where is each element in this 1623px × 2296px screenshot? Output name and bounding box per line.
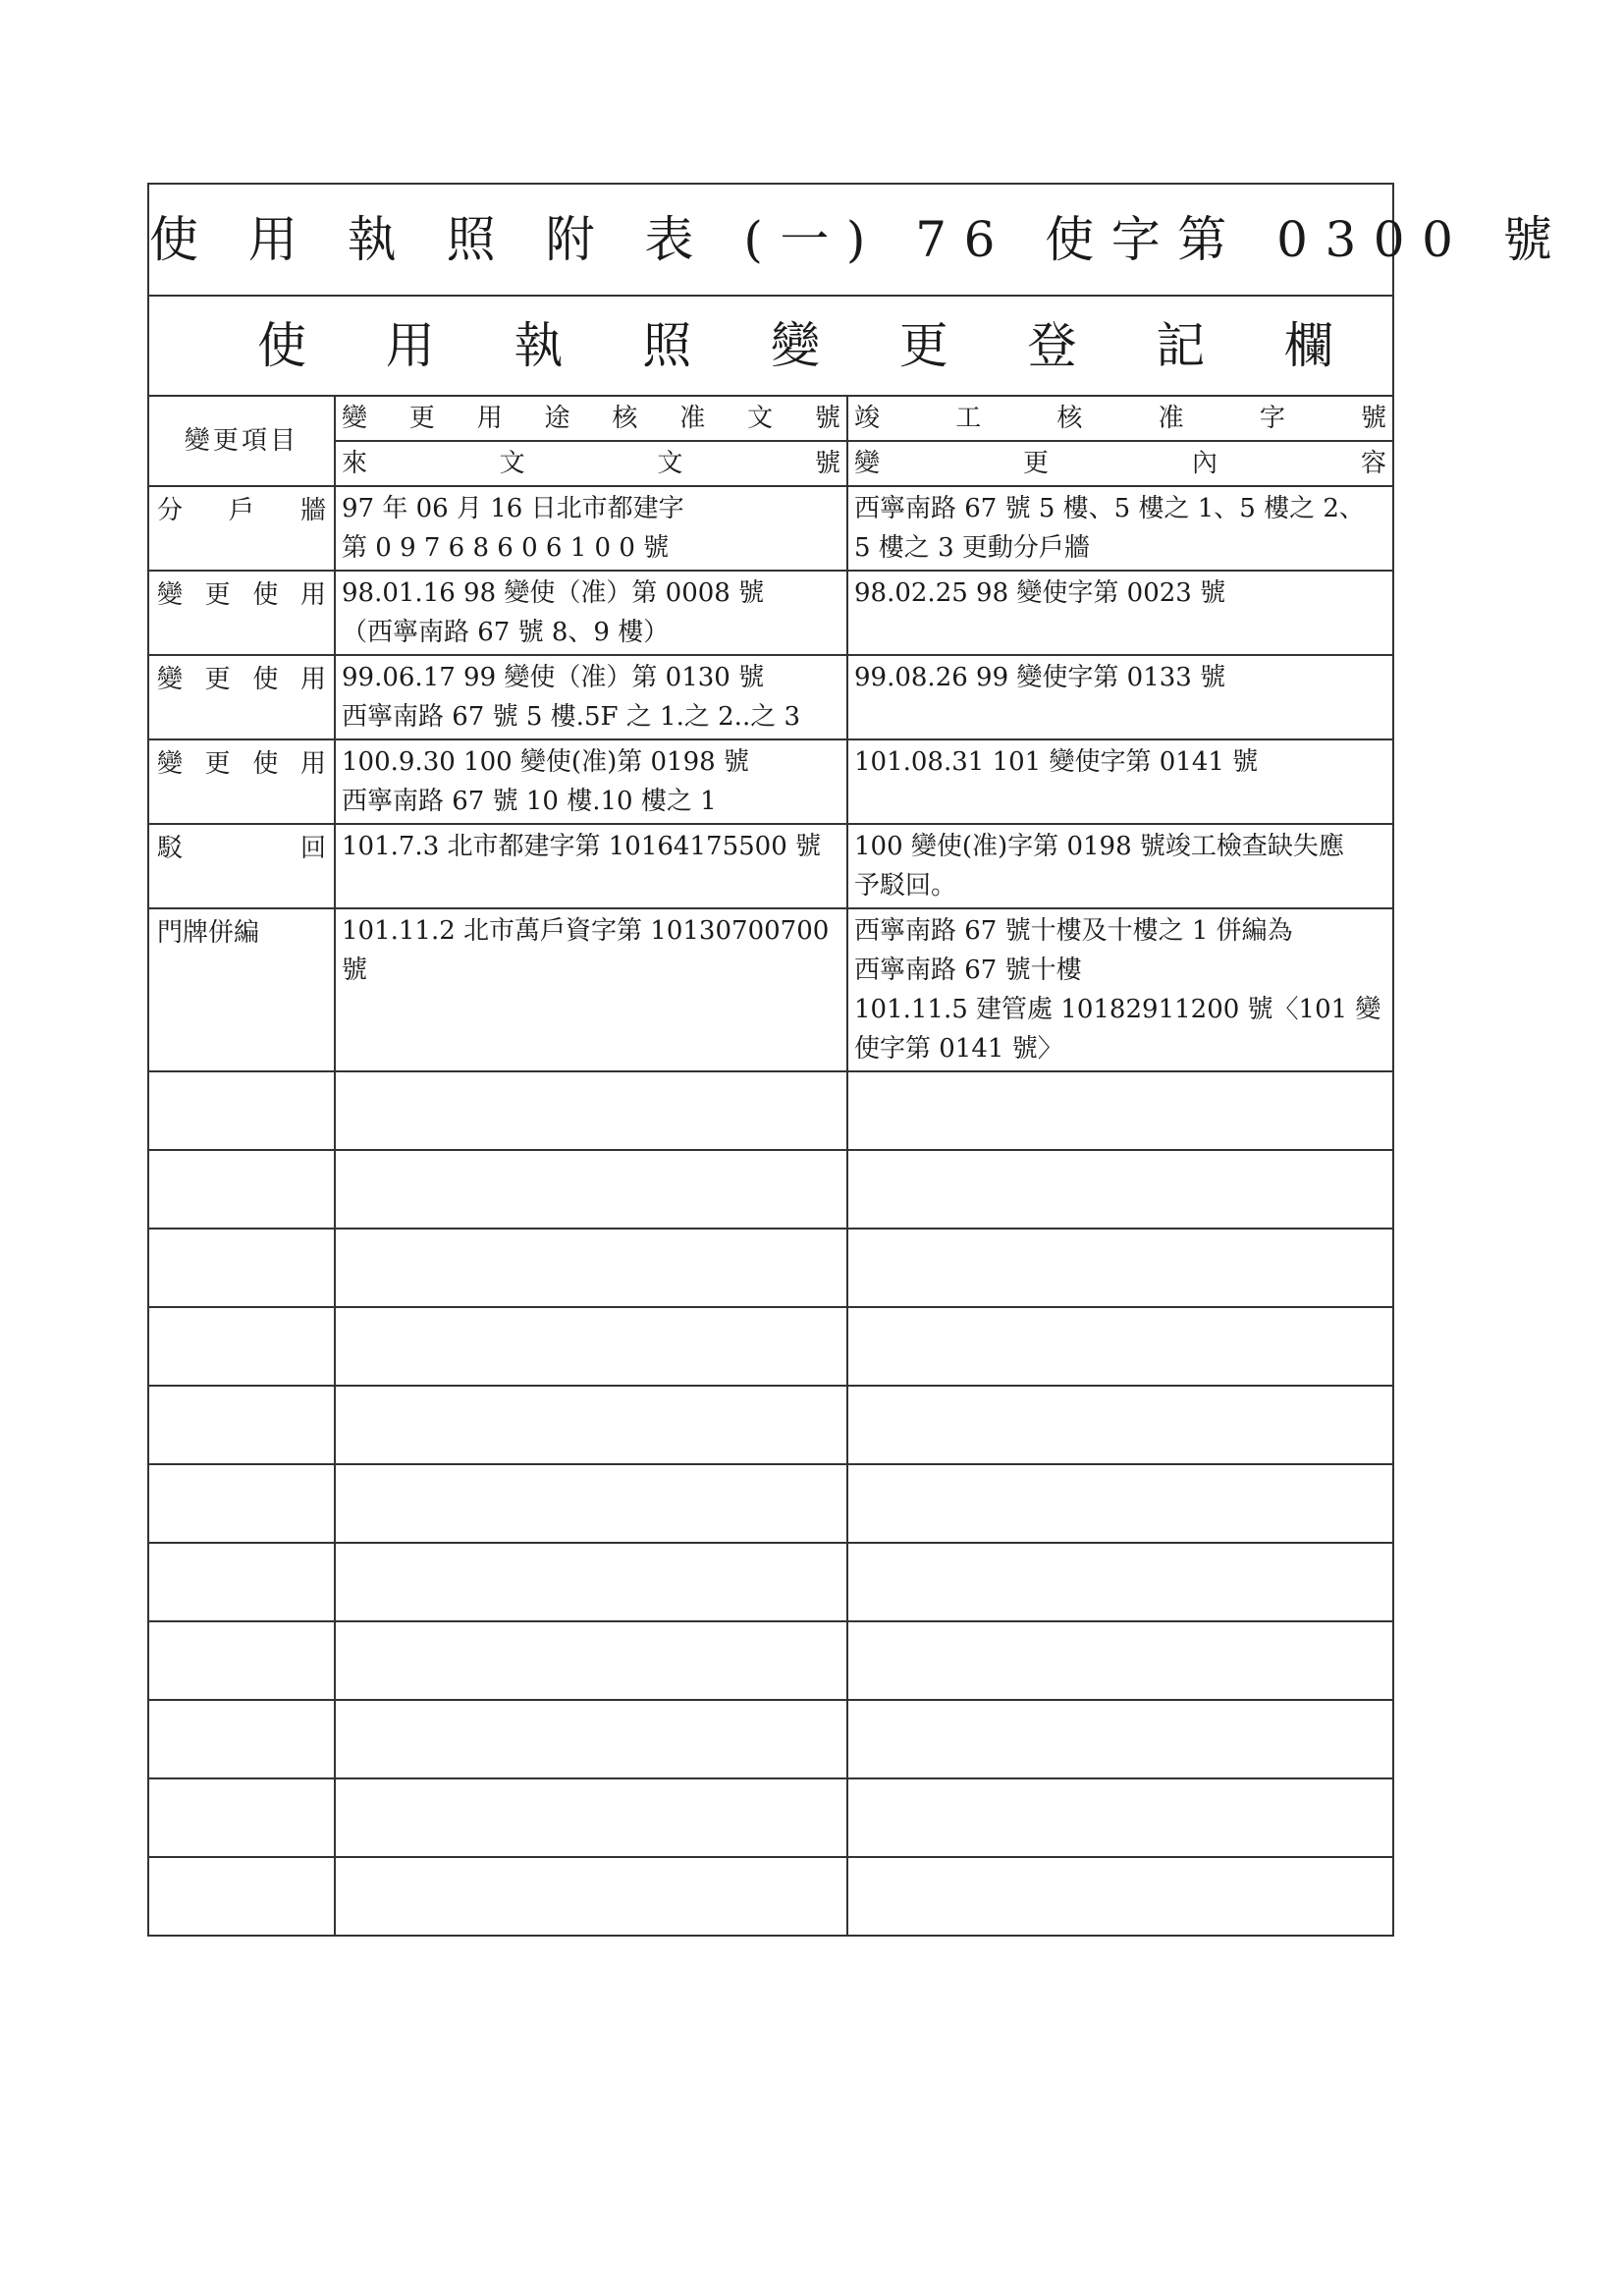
approval-doc-cell xyxy=(335,571,847,655)
empty-cell xyxy=(148,1386,335,1464)
column-header-change-content-label xyxy=(848,442,1392,485)
empty-row xyxy=(148,1307,1393,1386)
empty-cell xyxy=(148,1229,335,1307)
change-item-char: 更 xyxy=(204,749,231,779)
column-header-char: 號 xyxy=(814,449,840,478)
column-header-completion-no-label xyxy=(848,397,1392,440)
change-content-line: 101.11.5 建管處 10182911200 號〈101 變 xyxy=(854,995,1381,1024)
empty-cell xyxy=(335,1071,847,1150)
empty-row xyxy=(148,1857,1393,1936)
approval-doc-line: 99.06.17 99 變使（准）第 0130 號 xyxy=(342,663,765,692)
empty-cell xyxy=(335,1464,847,1543)
change-item-label xyxy=(149,572,334,615)
subtitle-cell xyxy=(148,296,1393,396)
change-content-line: 5 樓之 3 更動分戶牆 xyxy=(854,533,1090,563)
empty-row xyxy=(148,1386,1393,1464)
column-header-char: 文 xyxy=(747,404,774,433)
approval-doc-line: 西寧南路 67 號 5 樓.5F 之 1.之 2..之 3 xyxy=(342,702,801,732)
section-title-char: 更 xyxy=(898,317,948,374)
column-header-char: 核 xyxy=(612,404,638,433)
table-row xyxy=(148,739,1393,824)
empty-cell xyxy=(148,1307,335,1386)
change-content-line: 西寧南路 67 號十樓及十樓之 1 併編為 xyxy=(854,916,1293,946)
column-header-incoming-doc-label xyxy=(336,442,846,485)
column-header-char: 途 xyxy=(544,404,570,433)
approval-doc-line: （西寧南路 67 號 8、9 樓） xyxy=(342,618,670,647)
column-header-char: 號 xyxy=(814,404,840,433)
approval-doc-line: 98.01.16 98 變使（准）第 0008 號 xyxy=(342,578,765,608)
title-cell xyxy=(148,184,1570,296)
column-header-approval-doc-label xyxy=(336,397,846,440)
column-header-char: 文 xyxy=(657,449,683,478)
empty-cell xyxy=(148,1778,335,1857)
column-header-char: 號 xyxy=(1361,404,1387,433)
column-header-char: 准 xyxy=(1158,404,1184,433)
section-title-char: 使 xyxy=(257,317,306,374)
change-item-char: 牆 xyxy=(299,496,326,525)
column-header-char: 更 xyxy=(408,404,435,433)
change-item-char: 更 xyxy=(204,665,231,694)
column-header-char: 文 xyxy=(499,449,525,478)
empty-row xyxy=(148,1543,1393,1621)
change-content-line: 西寧南路 67 號 5 樓、5 樓之 1、5 樓之 2、 xyxy=(854,494,1365,523)
empty-cell xyxy=(335,1700,847,1778)
change-item-label xyxy=(149,487,334,530)
section-title-char: 變 xyxy=(771,317,820,374)
approval-doc-line: 101.11.2 北市萬戶資字第 10130700700 xyxy=(342,916,830,946)
approval-doc-cell xyxy=(335,486,847,571)
empty-cell xyxy=(847,1307,1393,1386)
change-item-cell xyxy=(148,739,335,824)
section-title-char: 記 xyxy=(1156,317,1206,374)
change-item-char: 變 xyxy=(157,749,184,779)
approval-doc-cell xyxy=(335,908,847,1071)
table-row xyxy=(148,908,1393,1071)
change-content-cell xyxy=(847,908,1393,1071)
change-item-char: 變 xyxy=(157,580,184,610)
approval-doc-line: 97 年 06 月 16 日北市都建字 xyxy=(342,494,684,523)
title-row xyxy=(148,184,1393,296)
change-content-line: 98.02.25 98 變使字第 0023 號 xyxy=(854,578,1226,608)
change-item-char: 使 xyxy=(252,749,279,779)
empty-cell xyxy=(335,1150,847,1229)
empty-cell xyxy=(335,1857,847,1936)
change-content-cell xyxy=(847,739,1393,824)
empty-cell xyxy=(148,1700,335,1778)
document-title: 使 用 執 照 附 表 (一) 76 使字第 0300 號 xyxy=(149,211,1570,268)
column-header-char: 變 xyxy=(854,449,881,478)
empty-cell xyxy=(847,1857,1393,1936)
column-header-char: 更 xyxy=(1023,449,1050,478)
empty-cell xyxy=(847,1621,1393,1700)
empty-row xyxy=(148,1150,1393,1229)
empty-cell xyxy=(335,1386,847,1464)
column-header-char: 竣 xyxy=(854,404,881,433)
approval-doc-line: 號 xyxy=(342,956,368,985)
change-item-char: 戶 xyxy=(228,496,254,525)
change-content-line: 99.08.26 99 變使字第 0133 號 xyxy=(854,663,1226,692)
change-item-char: 更 xyxy=(204,580,231,610)
change-item-char: 門牌併編 xyxy=(157,918,260,948)
change-item-cell xyxy=(148,655,335,739)
change-item-cell xyxy=(148,908,335,1071)
empty-cell xyxy=(847,1150,1393,1229)
empty-cell xyxy=(148,1543,335,1621)
empty-cell xyxy=(847,1071,1393,1150)
change-item-char: 使 xyxy=(252,665,279,694)
change-item-char: 使 xyxy=(252,580,279,610)
section-title-char: 照 xyxy=(642,317,692,374)
empty-cell xyxy=(335,1621,847,1700)
change-item-char: 駁 xyxy=(157,834,184,863)
empty-row xyxy=(148,1464,1393,1543)
change-content-cell xyxy=(847,486,1393,571)
empty-cell xyxy=(148,1150,335,1229)
empty-row xyxy=(148,1229,1393,1307)
column-header-char: 容 xyxy=(1361,449,1387,478)
empty-row xyxy=(148,1071,1393,1150)
change-content-line: 使字第 0141 號〉 xyxy=(854,1034,1063,1064)
column-header-completion-no xyxy=(847,396,1393,441)
approval-doc-line: 第 0 9 7 6 8 6 0 6 1 0 0 號 xyxy=(342,533,670,563)
empty-row xyxy=(148,1700,1393,1778)
change-content-line: 西寧南路 67 號十樓 xyxy=(854,956,1082,985)
empty-cell xyxy=(847,1700,1393,1778)
empty-cell xyxy=(847,1464,1393,1543)
empty-cell xyxy=(335,1307,847,1386)
change-item-char: 用 xyxy=(299,749,326,779)
change-item-cell xyxy=(148,824,335,908)
change-item-label xyxy=(149,656,334,699)
approval-doc-cell xyxy=(335,739,847,824)
empty-cell xyxy=(335,1229,847,1307)
change-item-char: 用 xyxy=(299,580,326,610)
change-item-char: 用 xyxy=(299,665,326,694)
change-content-line: 100 變使(准)字第 0198 號竣工檢查缺失應 xyxy=(854,832,1344,861)
section-title-char: 欄 xyxy=(1284,317,1333,374)
change-item-char: 分 xyxy=(157,496,184,525)
approval-doc-cell xyxy=(335,655,847,739)
change-item-label xyxy=(149,909,334,953)
column-header-char: 字 xyxy=(1259,404,1285,433)
table-row xyxy=(148,655,1393,739)
change-item-cell xyxy=(148,571,335,655)
table-body xyxy=(148,486,1393,1936)
column-header-approval-doc xyxy=(335,396,847,441)
column-header-item: 變更項目 xyxy=(148,396,335,486)
usage-license-change-table xyxy=(147,183,1570,1937)
empty-cell xyxy=(847,1386,1393,1464)
section-title-char: 執 xyxy=(514,317,564,374)
column-header-row-2 xyxy=(148,441,1393,486)
section-title-char: 登 xyxy=(1027,317,1077,374)
empty-row xyxy=(148,1621,1393,1700)
change-item-char: 回 xyxy=(299,834,326,863)
column-header-row-1 xyxy=(148,396,1393,441)
change-content-cell xyxy=(847,655,1393,739)
section-title-char: 用 xyxy=(385,317,435,374)
change-item-label xyxy=(149,740,334,784)
empty-cell xyxy=(335,1543,847,1621)
column-header-char: 內 xyxy=(1192,449,1218,478)
column-header-char: 用 xyxy=(476,404,503,433)
approval-doc-cell xyxy=(335,824,847,908)
empty-cell xyxy=(847,1778,1393,1857)
empty-cell xyxy=(148,1621,335,1700)
approval-doc-line: 101.7.3 北市都建字第 10164175500 號 xyxy=(342,832,821,861)
subtitle-row xyxy=(148,296,1393,396)
empty-cell xyxy=(847,1229,1393,1307)
change-content-line: 予駁回。 xyxy=(854,871,957,901)
empty-cell xyxy=(847,1543,1393,1621)
change-item-char: 變 xyxy=(157,665,184,694)
table-row xyxy=(148,824,1393,908)
change-content-cell xyxy=(847,824,1393,908)
change-item-cell xyxy=(148,486,335,571)
column-header-char: 變 xyxy=(342,404,368,433)
section-title xyxy=(149,297,1392,395)
column-header-char: 核 xyxy=(1056,404,1083,433)
change-item-label xyxy=(149,825,334,868)
empty-cell xyxy=(148,1464,335,1543)
empty-row xyxy=(148,1778,1393,1857)
approval-doc-line: 西寧南路 67 號 10 樓.10 樓之 1 xyxy=(342,787,717,816)
column-header-char: 工 xyxy=(955,404,982,433)
column-header-change-content xyxy=(847,441,1393,486)
change-content-line: 101.08.31 101 變使字第 0141 號 xyxy=(854,747,1259,777)
empty-cell xyxy=(335,1778,847,1857)
empty-cell xyxy=(148,1857,335,1936)
column-header-incoming-doc xyxy=(335,441,847,486)
table-row xyxy=(148,486,1393,571)
empty-cell xyxy=(148,1071,335,1150)
column-header-char: 來 xyxy=(342,449,368,478)
column-header-char: 准 xyxy=(679,404,706,433)
change-content-cell xyxy=(847,571,1393,655)
approval-doc-line: 100.9.30 100 變使(准)第 0198 號 xyxy=(342,747,749,777)
table-row xyxy=(148,571,1393,655)
